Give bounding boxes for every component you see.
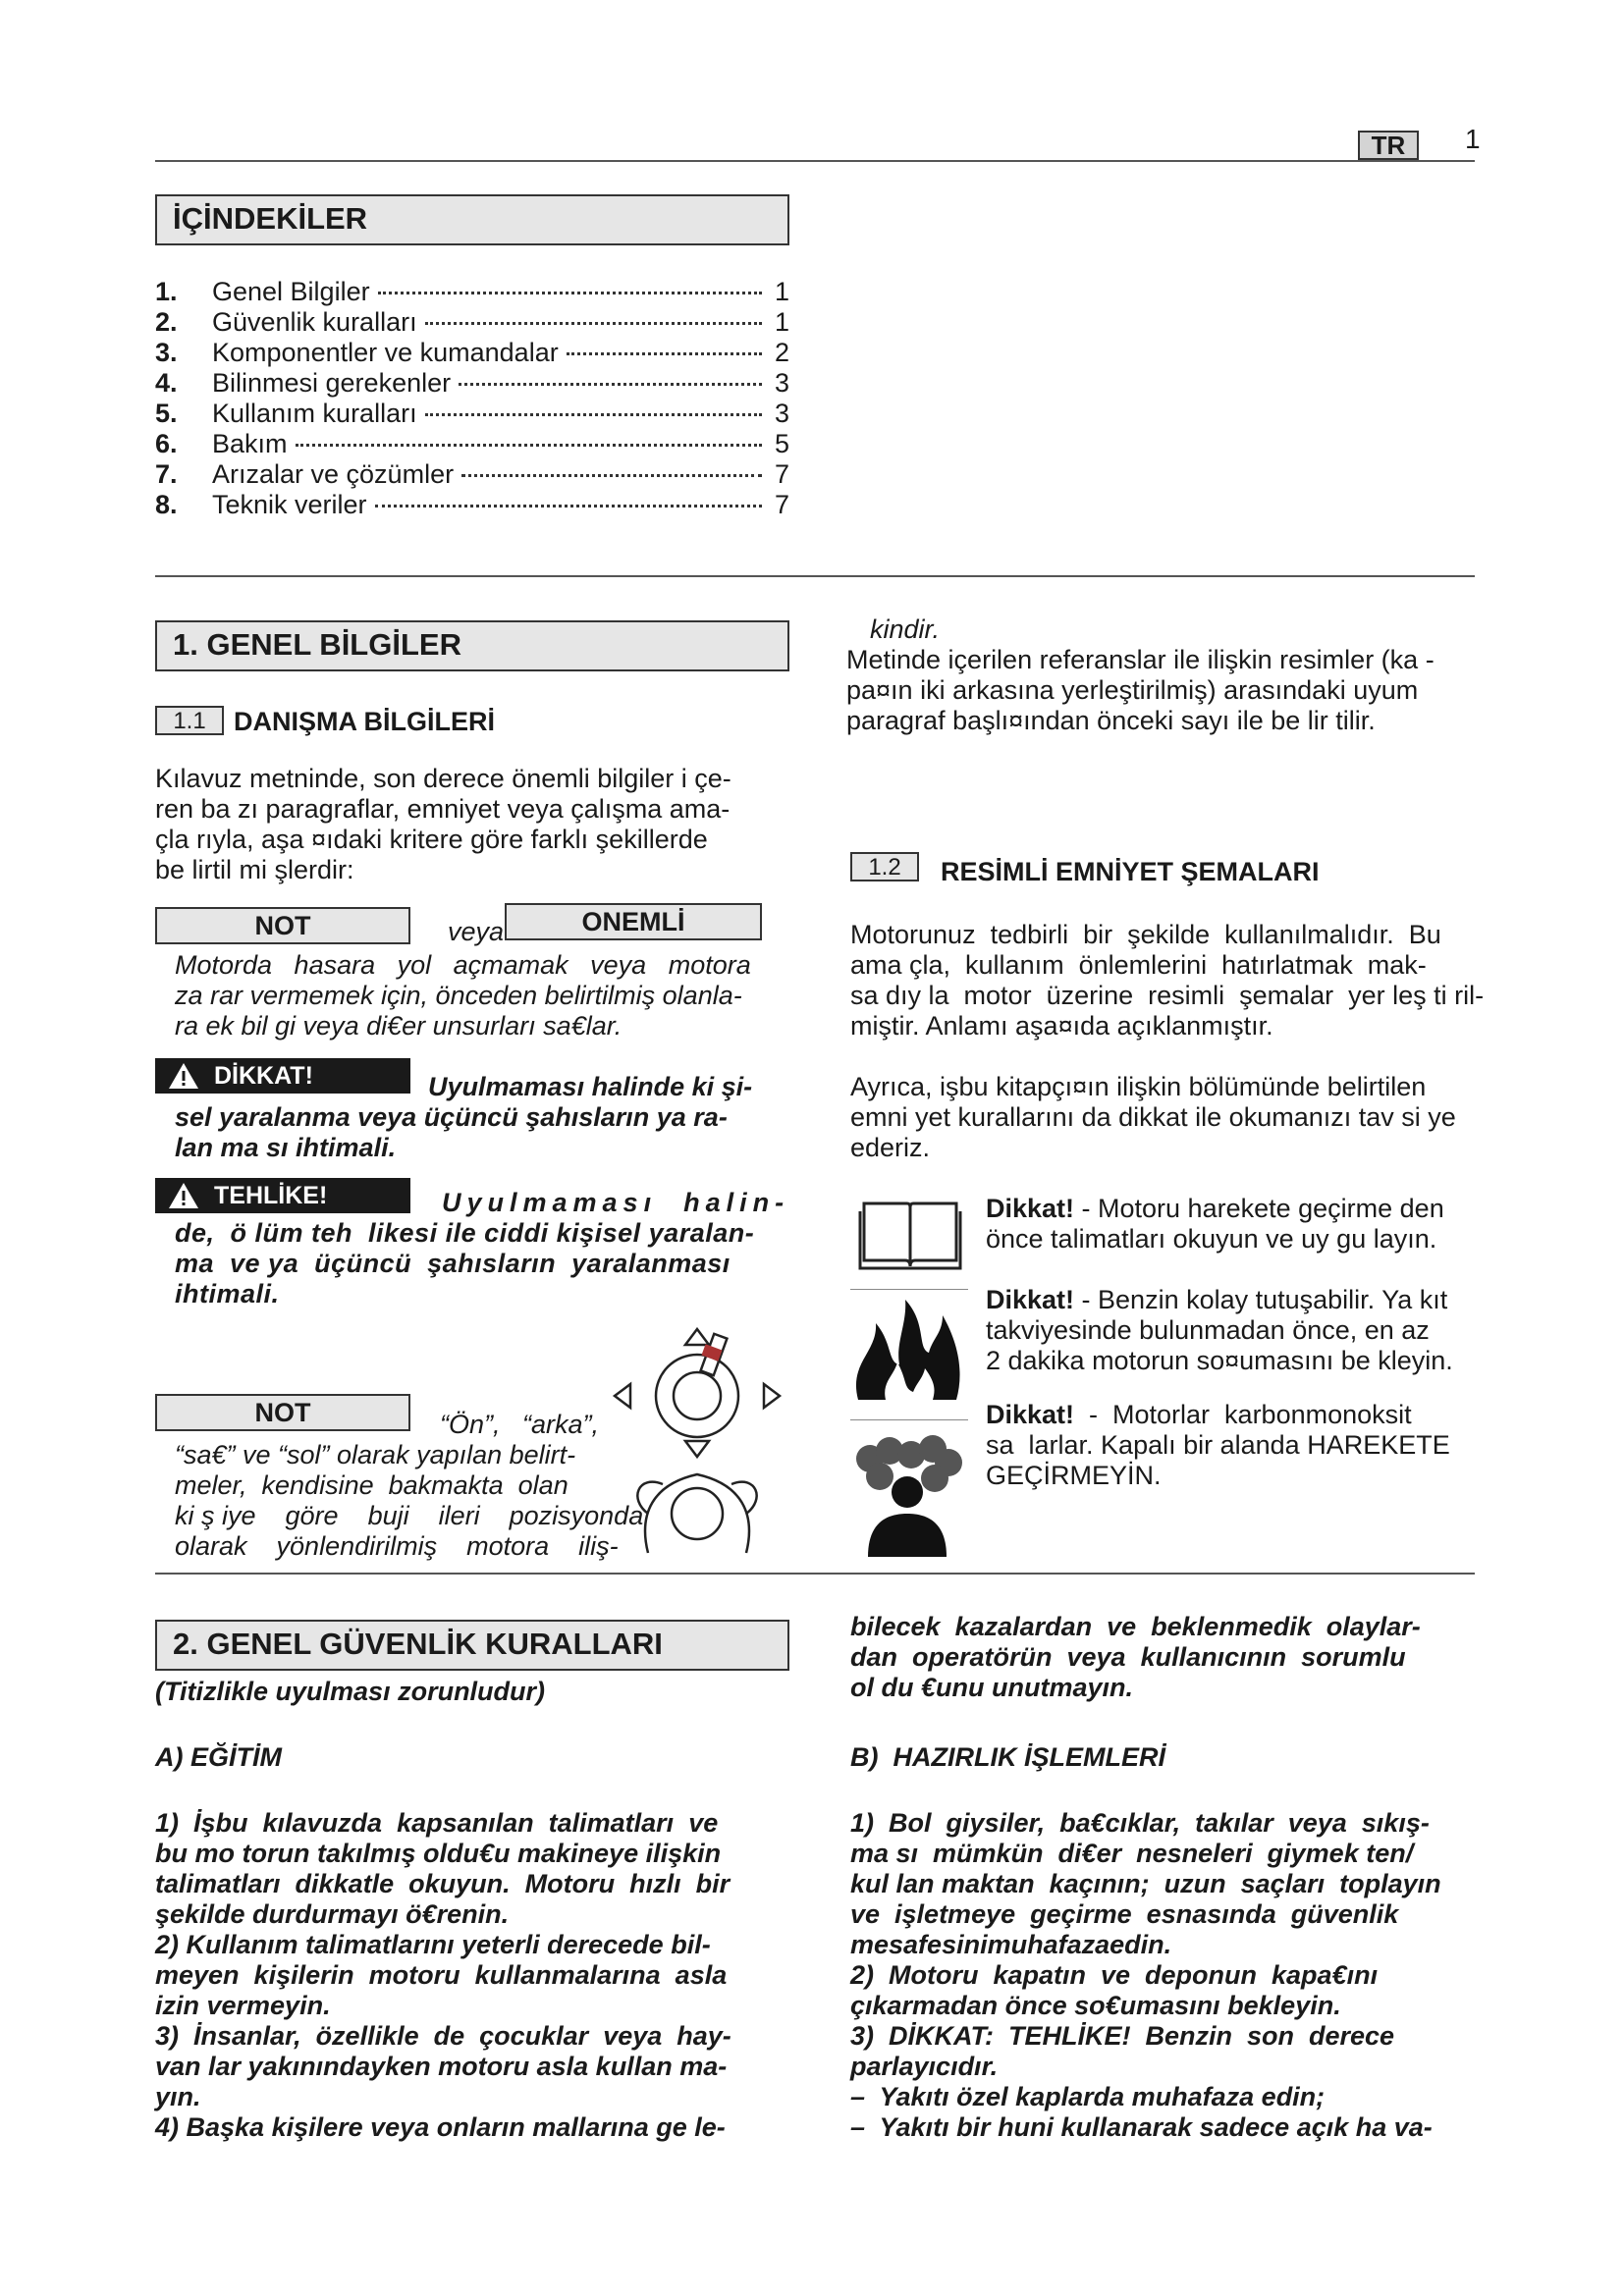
section2-a-title: A) EĞİTİM <box>155 1742 282 1772</box>
toc-item-page: 3 <box>774 399 789 428</box>
toc-item-page: 1 <box>774 307 789 337</box>
toc-item-title: Güvenlik kuralları <box>212 307 417 337</box>
toc-leader-dots <box>375 505 762 507</box>
toc-item-title: Kullanım kuralları <box>212 399 417 428</box>
toc-item-number: 2. <box>155 307 178 337</box>
icon-text-fumes <box>986 1400 1496 1491</box>
toc-item <box>155 338 789 368</box>
toc-leader-dots <box>378 292 762 294</box>
toc-item-number: 3. <box>155 338 178 367</box>
divider-toc <box>155 575 1475 577</box>
toc-item-page: 5 <box>774 429 789 458</box>
fumes-icon <box>850 1429 966 1557</box>
icon-text-line: Dikkat! - Motorlar karbonmonoksit <box>986 1400 1412 1429</box>
divider-section1 <box>155 1573 1475 1575</box>
fire-icon <box>848 1294 966 1402</box>
toc-item-title: Genel Bilgiler <box>212 277 370 306</box>
toc-item-number: 4. <box>155 368 178 398</box>
section2-right-top: bilecek kazalardan ve beklenmedik olaylar- dan operatörün veya kullanıcının sorumlu ol du €unu unutmayın. <box>850 1612 1421 1702</box>
toc-item <box>155 307 789 338</box>
toc-item <box>155 277 789 307</box>
toc-item-number: 1. <box>155 277 178 306</box>
toc-item <box>155 429 789 459</box>
toc-item-title: Komponentler ve kumandalar <box>212 338 559 367</box>
tehlike-label: TEHLİKE! <box>155 1178 410 1213</box>
toc-item-title: Bakım <box>212 429 288 458</box>
icon-text-line: sa larlar. Kapalı bir alanda HAREKETE <box>986 1430 1450 1460</box>
toc-item-title: Bilinmesi gerekenler <box>212 368 452 398</box>
toc-item-number: 6. <box>155 429 178 458</box>
toc-item-number: 7. <box>155 459 178 489</box>
toc-leader-dots <box>567 352 762 355</box>
section2-b-title: B) HAZIRLIK İŞLEMLERİ <box>850 1742 1165 1772</box>
subsection-1-2-p1: Motorunuz tedbirli bir şekilde kullanılmalıdır. Bu ama çla, kullanım önlemlerini hatırlatmak mak- sa dıy la motor üzerine resimli şemalar yer leş ti ril- miştir. Anlamı aşa¤ıda açıklanmıştır. <box>850 920 1485 1041</box>
toc-item <box>155 459 789 490</box>
tehlike-text: Uyulmaması halin- de, ö lüm teh likesi ile ciddi kişisel yaralan- ma ve ya üçüncü şahısların yaralanması ihtimali. <box>175 1188 790 1308</box>
subsection-1-1-number: 1.1 <box>155 706 224 735</box>
header-rule <box>155 160 1475 162</box>
book-icon <box>856 1190 964 1272</box>
toc-item-page: 2 <box>774 338 789 367</box>
section1-title: 1. GENEL BİLGİLER <box>155 620 789 671</box>
icon-text-fire: Dikkat! - Benzin kolay tutuşabilir. Ya kıt takviyesinde bulunmadan önce, en az 2 dakika motorun so¤umasını be kleyin. <box>986 1285 1453 1375</box>
toc-title: İÇİNDEKİLER <box>155 194 789 245</box>
toc-leader-dots <box>459 383 762 386</box>
language-badge: TR <box>1358 131 1419 160</box>
icon-rule-2 <box>850 1419 968 1420</box>
toc-leader-dots <box>296 444 762 447</box>
dikkat-text: Uyulmaması halinde ki şi- sel yaralanma veya üçüncü şahısların ya ra- lan ma sı ihtimali. <box>175 1072 753 1162</box>
section2-title: 2. GENEL GÜVENLİK KURALLARI <box>155 1620 789 1671</box>
page-number: 1 <box>1465 124 1481 154</box>
subsection-1-2-number: 1.2 <box>850 852 919 881</box>
not2-label: NOT <box>155 1394 410 1431</box>
icon-rule-1 <box>850 1289 968 1290</box>
not-label: NOT <box>155 907 410 944</box>
icon-text-book: Dikkat! - Motoru harekete geçirme den önce talimatları okuyun ve uy gu layın. <box>986 1194 1444 1254</box>
toc-item <box>155 399 789 429</box>
veya-text: veya <box>448 917 505 946</box>
section2-a-text: 1) İşbu kılavuzda kapsanılan talimatları ve bu mo torun takılmış oldu€u makineye ilişkin talimatları dikkatle okuyun. Motoru hızlı bir şekilde durdurmayı ö€renin. 2) Kullanım talimatlarını yeterli derecede bil- meyen kişilerin motoru kullanmalarına asla izin vermeyin. 3) İnsanlar, özellikle de çocuklar veya hay- van lar yakınındayken motoru asla kullan ma- yın. 4) Başka kişilere veya onların mallarına ge le- <box>155 1808 731 2142</box>
toc-item-page: 7 <box>774 490 789 519</box>
subsection-1-1-title: DANIŞMA BİLGİLERİ <box>234 707 495 736</box>
toc-item-page: 1 <box>774 277 789 306</box>
icon-text-line: GEÇİRMEYİN. <box>986 1461 1162 1490</box>
subsection-1-2-title: RESİMLİ EMNİYET ŞEMALARI <box>941 857 1320 886</box>
dikkat-label: DİKKAT! <box>155 1058 410 1094</box>
section2-b-text: 1) Bol giysiler, ba€cıklar, takılar veya sıkış- ma sı mümkün di€er nesneleri giymek ten/ kul lan maktan kaçının; uzun saçları toplayın ve işletmeye geçirme esnasında güvenlik mesafesinimuhafazaedin. 2) Motoru kapatın ve deponun kapa€ını çıkarmadan önce so€umasını bekleyin. 3) DİKKAT: TEHLİKE! Benzin son derece parlayıcıdır. – Yakıtı özel kaplarda muhafaza edin; – Yakıtı bir huni kullanarak sadece açık ha va- <box>850 1808 1441 2142</box>
onemli-label: ONEMLİ <box>505 903 762 940</box>
engine-orientation-illustration <box>609 1327 805 1563</box>
toc-item-title: Arızalar ve çözümler <box>212 459 455 489</box>
toc-item-number: 5. <box>155 399 178 428</box>
toc-item-page: 3 <box>774 368 789 398</box>
section1-right-top: kindir. Metinde içerilen referanslar ile ilişkin resimler (ka - pa¤ın iki arkasına yerleştirilmiş) arasındaki uyum paragraf başlı¤ından önceki sayı ile be lir tilir. <box>846 614 1435 735</box>
toc-leader-dots <box>461 474 762 477</box>
toc-item <box>155 490 789 520</box>
intro-text: Kılavuz metninde, son derece önemli bilgiler i çe- ren ba zı paragraflar, emniyet veya çalışma ama- çla rıyla, aşa ¤ıdaki kritere göre farklı şekillerde be lirtil mi şlerdir: <box>155 764 731 884</box>
not-text: Motorda hasara yol açmamak veya motora za rar vermemek için, önceden belirtilmiş olanla- ra ek bil gi veya di€er unsurları sa€lar. <box>175 950 751 1041</box>
toc-item <box>155 368 789 399</box>
subsection-1-2-p2: Ayrıca, işbu kitapçı¤ın ilişkin bölümünde belirtilen emni yet kurallarını da dikkat ile okumanızı tav si ye ederiz. <box>850 1072 1456 1162</box>
toc-item-title: Teknik veriler <box>212 490 367 519</box>
not2-text: “Ön”, “arka”, “sa€” ve “sol” olarak yapılan belirt- meler, kendisine bakmakta olan ki ş iye göre buji ileri pozisyonda olarak yönlendirilmiş motora iliş- <box>175 1410 644 1561</box>
toc-item-number: 8. <box>155 490 178 519</box>
section2-subtitle: (Titizlikle uyulması zorunludur) <box>155 1677 546 1706</box>
toc-leader-dots <box>425 322 762 325</box>
toc-item-page: 7 <box>774 459 789 489</box>
toc-leader-dots <box>425 413 762 416</box>
